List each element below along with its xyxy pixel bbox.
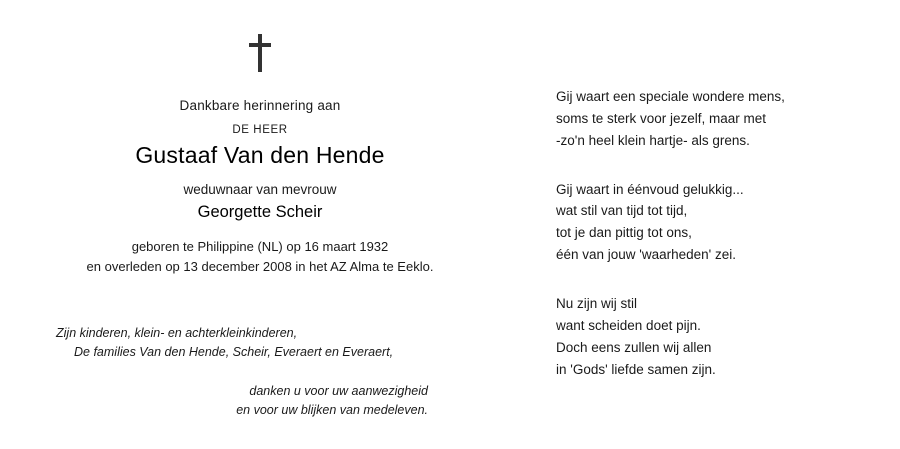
family-line: Zijn kinderen, klein- en achterkleinkinderen, bbox=[56, 326, 298, 340]
poem-line: in 'Gods' liefde samen zijn. bbox=[556, 361, 716, 377]
birth-text: geboren te Philippine (NL) op 16 maart 1932 bbox=[131, 239, 389, 254]
poem-line: Gij waart in éénvoud gelukkig... bbox=[556, 181, 744, 197]
deceased-name: Gustaaf Van den Hende bbox=[135, 142, 385, 168]
poem-line: Gij waart een speciale wondere mens, bbox=[556, 89, 785, 104]
poem-stanza bbox=[556, 86, 870, 152]
cross-icon-wrap bbox=[40, 34, 480, 80]
poem-line: soms te sterk voor jezelf, maar met bbox=[556, 110, 767, 126]
poem-line: tot je dan pittig tot ons, bbox=[556, 225, 692, 241]
right-panel bbox=[520, 0, 900, 449]
poem-line: één van jouw 'waarheden' zei. bbox=[556, 247, 737, 263]
spouse-name: Georgette Scheir bbox=[197, 203, 323, 221]
family-block bbox=[40, 324, 480, 363]
poem-line: wat stil van tijd tot tijd, bbox=[556, 203, 688, 219]
poem-stanza bbox=[556, 179, 870, 266]
thanks-line: en voor uw blijken van medeleven. bbox=[236, 403, 428, 418]
cross-icon bbox=[249, 34, 271, 72]
death-text: en overleden op 13 december 2008 in het AZ Alma te Eeklo. bbox=[86, 259, 434, 274]
thanks-line: danken u voor uw aanwezigheid bbox=[249, 383, 428, 398]
poem-line: -zo'n heel klein hartje- als grens. bbox=[556, 132, 750, 148]
poem-stanza bbox=[556, 293, 870, 380]
poem-line: want scheiden doet pijn. bbox=[556, 317, 701, 333]
family-line: De families Van den Hende, Scheir, Everaert en Everaert, bbox=[74, 345, 394, 360]
poem-line: Doch eens zullen wij allen bbox=[556, 339, 712, 355]
thanks-block bbox=[40, 382, 480, 421]
intro-text: Dankbare herinnering aan bbox=[179, 98, 341, 113]
relation-text: weduwnaar van mevrouw bbox=[183, 182, 337, 197]
honorific-text: DE HEER bbox=[232, 124, 288, 136]
poem-line: Nu zijn wij stil bbox=[556, 296, 638, 312]
